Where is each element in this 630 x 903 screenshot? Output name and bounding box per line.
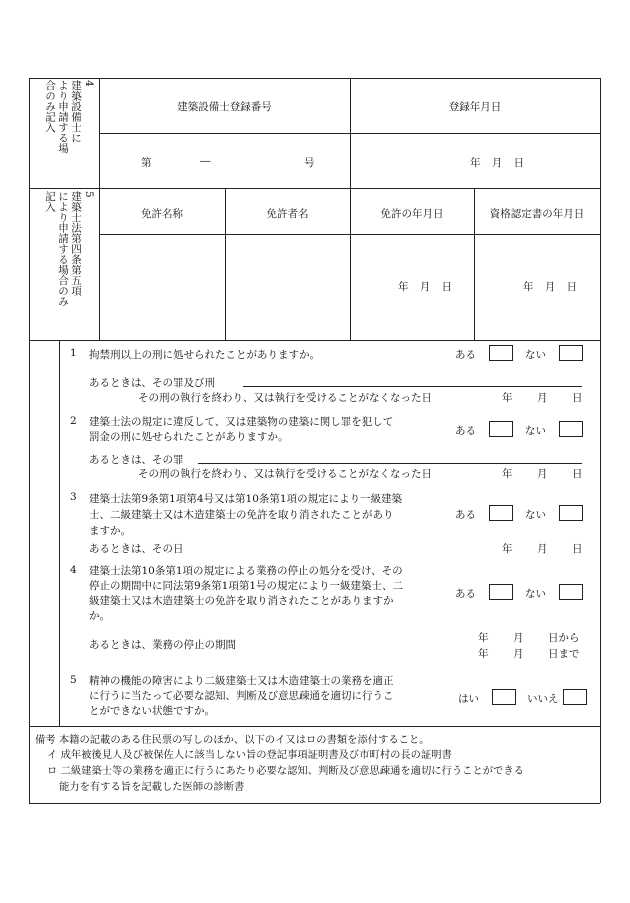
q2-crime-line[interactable] bbox=[198, 463, 582, 464]
q3-aru-checkbox[interactable] bbox=[489, 505, 513, 521]
reg-number-header: 建築設備士登録番号 bbox=[177, 101, 272, 113]
q4-to-day: 日まで bbox=[548, 648, 580, 660]
q3-year: 年 bbox=[502, 543, 513, 555]
q5-text: 精神の機能の障害により二級建築士又は木造建築士の業務を適正 に行うに当たって必要な認知、判断及び意思疎通を適切に行うこ とができない状態ですか。 bbox=[89, 675, 394, 717]
q4-when: あるときは、業務の停止の期間 bbox=[89, 639, 236, 651]
q4-number: 4 bbox=[70, 564, 77, 576]
s5-vertical-label: 5 建築士法第四条第五項 により申請する場合のみ 記入 bbox=[44, 191, 95, 307]
s5-bottom bbox=[29, 340, 600, 341]
q2-exec: その刑の執行を終わり、又は執行を受けることがなくなった日 bbox=[138, 468, 432, 480]
q2-month: 月 bbox=[537, 468, 548, 480]
s4-row-divider bbox=[99, 133, 600, 134]
q1-crime-line[interactable] bbox=[243, 386, 582, 387]
q3-number: 3 bbox=[70, 491, 77, 503]
q2-number: 2 bbox=[70, 415, 77, 427]
q5-hai-checkbox[interactable] bbox=[492, 689, 516, 705]
q3-month: 月 bbox=[537, 543, 548, 555]
q3-when: あるときは、その日 bbox=[89, 543, 184, 555]
q3-nai-checkbox[interactable] bbox=[559, 505, 583, 521]
border-top bbox=[29, 78, 600, 79]
q1-nai-label: ない bbox=[525, 349, 546, 361]
certificate-date-value: 年 月 日 bbox=[523, 281, 578, 293]
border-left bbox=[29, 78, 30, 803]
q4-from-year: 年 bbox=[478, 632, 489, 644]
reg-date-header: 登録年月日 bbox=[448, 101, 502, 113]
q2-year: 年 bbox=[502, 468, 513, 480]
q4-nai-checkbox[interactable] bbox=[559, 584, 583, 600]
q1-text: 拘禁刑以上の刑に処せられたことがありますか。 bbox=[89, 349, 320, 361]
licenser-name-header: 免許者名 bbox=[266, 208, 309, 220]
notes-line-1: 備考 本籍の記載のある住民票の写しのほか、以下のイ又はロの書類を添付すること。 bbox=[35, 734, 430, 746]
q2-when: あるときは、その罪 bbox=[89, 454, 184, 466]
q-bottom bbox=[29, 726, 600, 727]
q4-to-month: 月 bbox=[513, 648, 524, 660]
notes-line-4: 能力を有する旨を記載した医師の診断書 bbox=[59, 781, 245, 793]
q4-nai-label: ない bbox=[525, 588, 546, 600]
q1-aru-checkbox[interactable] bbox=[489, 345, 513, 361]
border-bottom bbox=[29, 803, 600, 804]
q3-day: 日 bbox=[572, 543, 583, 555]
q1-number: 1 bbox=[70, 347, 77, 359]
q4-from-day: 日から bbox=[548, 632, 580, 644]
q2-aru-checkbox[interactable] bbox=[489, 421, 513, 437]
q1-month: 月 bbox=[537, 392, 548, 404]
dai-label: 第 bbox=[141, 157, 152, 169]
s4-bottom bbox=[29, 188, 600, 189]
certificate-date-header: 資格認定書の年月日 bbox=[489, 208, 585, 220]
q1-day: 日 bbox=[572, 392, 583, 404]
s5-row-divider bbox=[99, 234, 600, 235]
q4-text: 建築士法第10条第1項の規定による業務の停止の処分を受け、その 停止の期間中に同法第9条第1項第1号の規定により一級建築士、二 級建築士又は木造建築士の免許を取り消されたことがありますか か。 bbox=[89, 565, 404, 622]
border-right bbox=[600, 78, 601, 803]
q2-nai-checkbox[interactable] bbox=[559, 421, 583, 437]
q5-iie-label: いいえ bbox=[527, 693, 559, 705]
q5-number: 5 bbox=[70, 674, 77, 686]
q3-nai-label: ない bbox=[525, 509, 546, 521]
q2-nai-label: ない bbox=[525, 425, 546, 437]
q4-aru-checkbox[interactable] bbox=[489, 584, 513, 600]
q-left-divider bbox=[59, 340, 60, 726]
notes-line-2: イ 成年被後見人及び被保佐人に該当しない旨の登記事項証明書及び市町村の長の証明書 bbox=[47, 749, 452, 761]
notes-line-3: ロ 二級建築士等の業務を適正に行うにあたり必要な認知、判断及び意思疎通を適切に行うことができる bbox=[47, 765, 524, 777]
q4-from-month: 月 bbox=[513, 632, 524, 644]
q1-nai-checkbox[interactable] bbox=[559, 345, 583, 361]
q3-aru-label: ある bbox=[455, 509, 476, 521]
dash-label: ― bbox=[200, 155, 211, 167]
q2-text: 建築士法の規定に違反して、又は建築物の建築に関し罪を犯して 罰金の刑に処せられたことがありますか。 bbox=[89, 416, 394, 443]
q3-text: 建築士法第9条第1項第4号又は第10条第1項の規定により一級建築 士、二級建築士又は木造建築士の免許を取り消されたことがあり ますか。 bbox=[89, 493, 403, 537]
q4-aru-label: ある bbox=[455, 588, 476, 600]
license-date-header: 免許の年月日 bbox=[380, 208, 444, 220]
q1-when: あるときは、その罪及び刑 bbox=[89, 377, 215, 389]
go-label: 号 bbox=[304, 157, 315, 169]
license-name-header: 免許名称 bbox=[141, 208, 183, 220]
q2-day: 日 bbox=[572, 468, 583, 480]
q5-hai-label: はい bbox=[458, 693, 479, 705]
reg-date-value: 年 月 日 bbox=[470, 157, 525, 169]
q1-exec: その刑の執行を終わり、又は執行を受けることがなくなった日 bbox=[138, 392, 432, 404]
s4-vertical-label: 4 建築設備士に より申請する場 合のみ記入 bbox=[44, 80, 95, 154]
q5-iie-checkbox[interactable] bbox=[563, 689, 587, 705]
q1-year: 年 bbox=[502, 392, 513, 404]
license-date-value: 年 月 日 bbox=[398, 281, 453, 293]
q1-aru-label: ある bbox=[455, 349, 476, 361]
q4-to-year: 年 bbox=[478, 648, 489, 660]
q2-aru-label: ある bbox=[455, 425, 476, 437]
